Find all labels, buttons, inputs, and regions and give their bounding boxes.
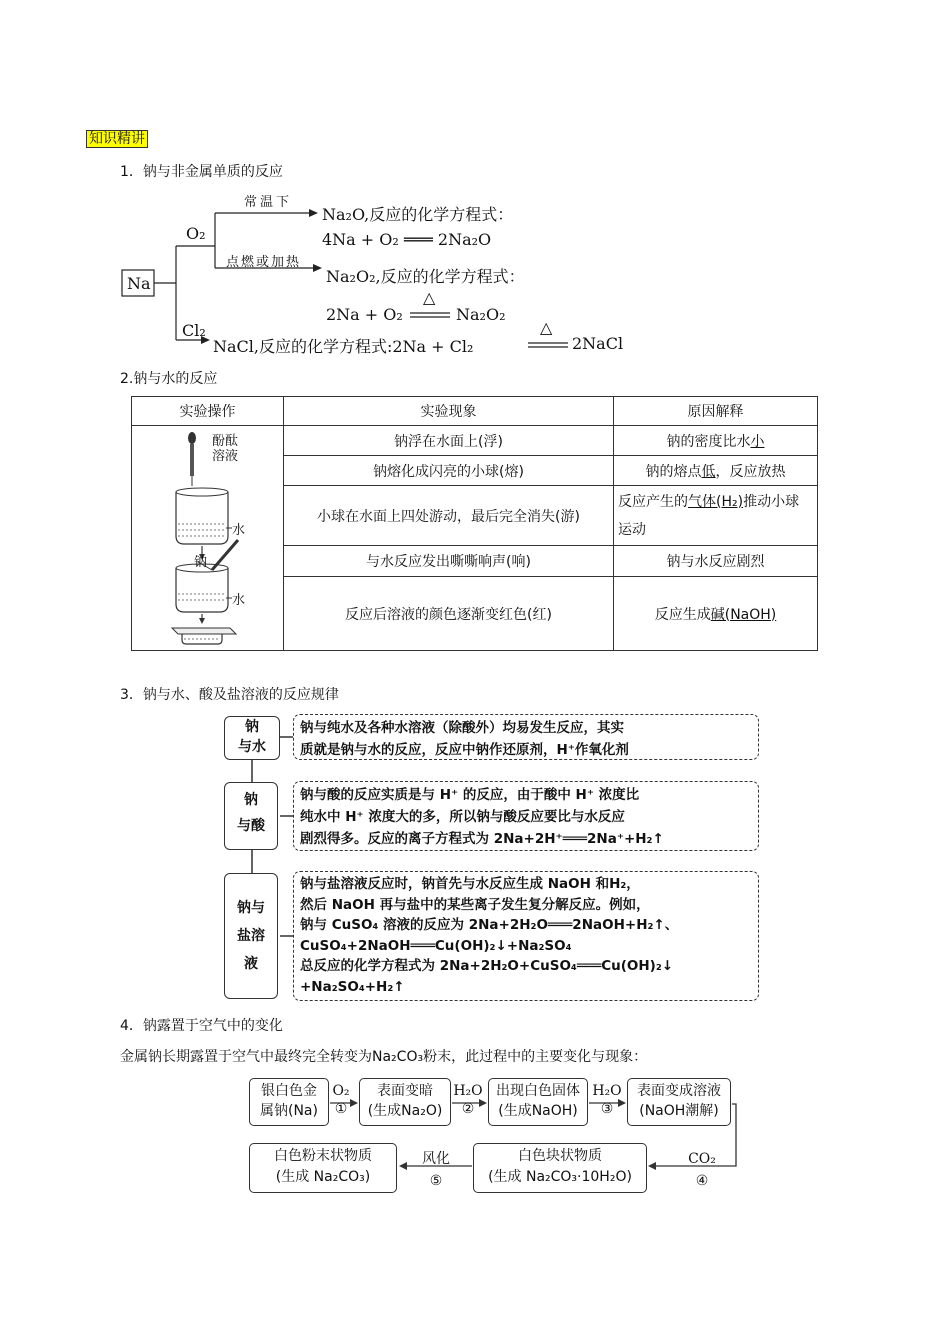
label-water-1: 水 bbox=[232, 523, 246, 538]
cl2-label: Cl₂ bbox=[182, 321, 206, 340]
solution-text: 溶液 bbox=[212, 449, 239, 464]
delta-sign-2: △ bbox=[540, 318, 553, 337]
label-sodium: 钠 bbox=[194, 555, 208, 570]
section2-title: 2.钠与水的反应 bbox=[120, 371, 218, 387]
flow-step-solution: 表面变成溶液 (NaOH潮解) bbox=[627, 1078, 731, 1126]
product-na2o: Na₂O,反应的化学方程式： bbox=[322, 205, 514, 224]
cond-heat: 点燃或加热 bbox=[226, 255, 302, 270]
label-water-2: 水 bbox=[232, 593, 246, 608]
arrow-label-1: O₂ ① bbox=[332, 1083, 350, 1117]
phenol-text: 酚酞 bbox=[212, 434, 239, 449]
arrow-label-4: CO₂ ④ bbox=[688, 1151, 716, 1189]
box-sodium-water: 钠 与水 bbox=[224, 716, 280, 760]
section4-title: 4．钠露置于空气中的变化 bbox=[120, 1018, 283, 1034]
eq-nacl-right: 2NaCl bbox=[572, 334, 624, 353]
flow-step-carbonate: 白色粉末状物质 (生成 Na₂CO₃) bbox=[249, 1143, 397, 1193]
tag-label: 知识精讲 bbox=[86, 130, 148, 148]
reason-cell: 反应生成碱(NaOH) bbox=[614, 577, 818, 651]
note-sodium-water: 钠与纯水及各种水溶液（除酸外）均易发生反应，其实 质就是钠与水的反应，反应中钠作还原剂，H⁺作氧化剂 bbox=[293, 714, 759, 760]
phenomenon-cell: 钠熔化成闪亮的小球(熔) bbox=[284, 456, 614, 486]
eq-na2o: 4Na + O₂ ═══ 2Na₂O bbox=[322, 230, 492, 249]
section1-title: 1．钠与非金属单质的反应 bbox=[120, 164, 283, 180]
phenomenon-cell: 反应后溶液的颜色逐渐变红色(红) bbox=[284, 577, 614, 651]
eq-na2o2-left: 2Na + O₂ bbox=[326, 305, 403, 324]
arrow-label-5: 风化 ⑤ bbox=[422, 1151, 450, 1189]
note-sodium-acid: 钠与酸的反应实质是与 H⁺ 的反应，由于酸中 H⁺ 浓度比 纯水中 H⁺ 浓度大的多，所以钠与酸反应要比与水反应 剧烈得多。反应的离子方程式为 2Na+2H⁺═══2Na⁺+H₂↑ bbox=[293, 781, 759, 851]
na-label: Na bbox=[127, 274, 151, 293]
header-operation: 实验操作 bbox=[132, 397, 284, 426]
note-sodium-salt: 钠与盐溶液反应时，钠首先与水反应生成 NaOH 和H₂， 然后 NaOH 再与盐中的某些离子发生复分解反应。例如， 钠与 CuSO₄ 溶液的反应为 2Na+2H₂O═══2NaOH+H₂↑、 CuSO₄+2NaOH═══Cu(OH)₂↓+Na₂SO₄ 总反应的化学方程式为 2Na+2H₂O+CuSO₄═══Cu(OH)₂↓ +Na₂SO₄+H₂↑ bbox=[293, 871, 759, 1001]
arrow-label-2: H₂O ② bbox=[453, 1083, 483, 1117]
reason-cell: 钠的熔点低，反应放热 bbox=[614, 456, 818, 486]
o2-label: O₂ bbox=[186, 224, 206, 243]
phenomenon-cell: 小球在水面上四处游动，最后完全消失(游) bbox=[284, 486, 614, 546]
arrow-label-3: H₂O ③ bbox=[592, 1083, 622, 1117]
flow-step-decahydrate: 白色块状物质 (生成 Na₂CO₃·10H₂O) bbox=[473, 1143, 647, 1193]
section4-intro: 金属钠长期露置于空气中最终完全转变为Na₂CO₃粉末，此过程中的主要变化与现象： bbox=[120, 1049, 648, 1065]
header-phenomenon: 实验现象 bbox=[284, 397, 614, 426]
phenomenon-cell: 与水反应发出嘶嘶响声(响) bbox=[284, 546, 614, 577]
section3-title: 3．钠与水、酸及盐溶液的反应规律 bbox=[120, 687, 339, 703]
flow-step-naoh: 出现白色固体 (生成NaOH) bbox=[488, 1078, 588, 1126]
header-reason: 原因解释 bbox=[614, 397, 818, 426]
cond-room-temp: 常温下 bbox=[244, 195, 293, 210]
flow-step-na2o: 表面变暗 (生成Na₂O) bbox=[359, 1078, 451, 1126]
product-na2o2: Na₂O₂,反应的化学方程式： bbox=[326, 267, 525, 286]
phenomenon-cell: 钠浮在水面上(浮) bbox=[284, 426, 614, 456]
flow-step-sodium: 银白色金 属钠(Na) bbox=[249, 1078, 329, 1126]
box-sodium-salt: 钠与 盐溶 液 bbox=[224, 873, 278, 999]
product-nacl: NaCl,反应的化学方程式:2Na + Cl₂ bbox=[213, 337, 474, 356]
reason-cell: 反应产生的气体(H₂)推动小球运动 bbox=[614, 486, 818, 546]
eq-na2o2-right: Na₂O₂ bbox=[456, 305, 506, 324]
delta-sign-1: △ bbox=[423, 288, 436, 307]
reason-cell: 钠与水反应剧烈 bbox=[614, 546, 818, 577]
box-sodium-acid: 钠 与酸 bbox=[224, 782, 278, 850]
reason-cell: 钠的密度比水小 bbox=[614, 426, 818, 456]
